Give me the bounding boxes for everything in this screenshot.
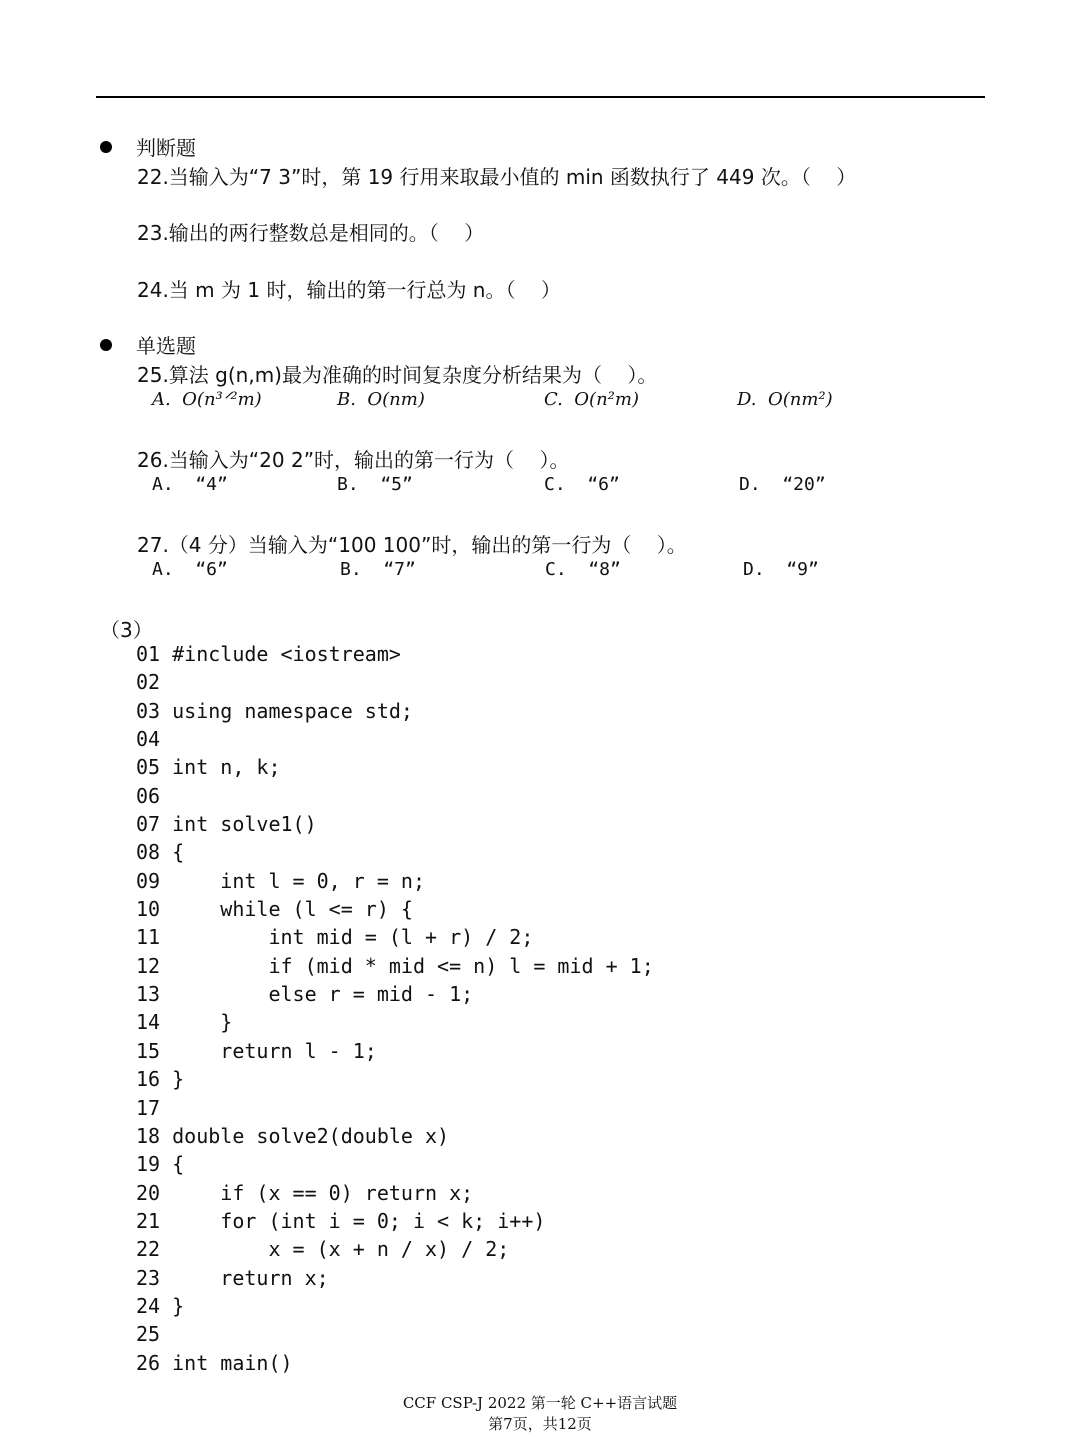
section-choice-heading	[100, 330, 196, 359]
option-a: A. “6”	[152, 559, 228, 580]
question-24: 24.当 m 为 1 时，输出的第一行总为 n。（ ）	[137, 278, 561, 302]
code-line: 14 }	[136, 1010, 233, 1035]
question-27-options	[152, 559, 912, 585]
code-line: 01 #include <iostream>	[136, 642, 401, 666]
code-line: 26 int main()	[136, 1350, 293, 1375]
question-23: 23.输出的两行整数总是相同的。（ ）	[137, 221, 485, 245]
code-line: 13 else r = mid - 1;	[136, 982, 474, 1007]
option-b: B. O(nm)	[337, 389, 425, 410]
option-d: D. “20”	[739, 474, 826, 495]
code-line: 05 int n, k;	[136, 755, 281, 780]
question-27-stem: 27.（4 分）当输入为“100 100”时，输出的第一行为（ ）。	[137, 533, 687, 557]
option-b: B. “7”	[340, 559, 416, 580]
code-line: 22 x = (x + n / x) / 2;	[136, 1237, 510, 1262]
option-c: C. O(n²m)	[544, 389, 639, 410]
footer-title: CCF CSP-J 2022 第一轮 C++语言试题	[402, 1394, 678, 1412]
option-a: A. O(n³ᐟ²m)	[152, 389, 262, 410]
option-c: C. “8”	[545, 559, 621, 580]
option-d: D. “9”	[743, 559, 819, 580]
code-line: 21 for (int i = 0; i < k; i++)	[136, 1208, 546, 1233]
question-26-stem: 26.当输入为“20 2”时，输出的第一行为（ ）。	[137, 448, 570, 472]
option-d: D. O(nm²)	[737, 389, 833, 410]
code-line: 10 while (l <= r) {	[136, 897, 413, 922]
question-25-stem: 25.算法 g(n,m)最为准确的时间复杂度分析结果为（ ）。	[137, 363, 658, 387]
section-judge-heading	[100, 132, 196, 161]
code-line: 23 return x;	[136, 1265, 329, 1290]
header-rule	[96, 96, 985, 98]
option-b: B. “5”	[337, 474, 413, 495]
code-line: 02	[136, 670, 161, 695]
question-26-options	[152, 474, 912, 500]
bullet-icon	[100, 141, 112, 153]
code-line: 06	[136, 783, 161, 808]
question-25-options	[152, 389, 912, 415]
code-line: 17	[136, 1095, 161, 1120]
code-line: 11 int mid = (l + r) / 2;	[136, 925, 534, 950]
code-line: 18 double solve2(double x)	[136, 1123, 450, 1148]
code-line: 16 }	[136, 1067, 185, 1092]
section-choice-title: 单选题	[136, 334, 196, 358]
code-line: 07 int solve1()	[136, 812, 317, 837]
option-c: C. “6”	[544, 474, 620, 495]
code-line: 19 {	[136, 1152, 185, 1177]
code-line: 12 if (mid * mid <= n) l = mid + 1;	[136, 953, 654, 978]
code-line: 20 if (x == 0) return x;	[136, 1180, 474, 1205]
code-line: 04	[136, 727, 161, 752]
subsection-label: （3）	[100, 618, 153, 642]
footer-page-number: 第7页，共12页	[488, 1415, 592, 1433]
code-line: 15 return l - 1;	[136, 1038, 377, 1063]
question-22: 22.当输入为“7 3”时，第 19 行用来取最小值的 min 函数执行了 449 次。（ ）	[137, 165, 857, 189]
code-line: 24 }	[136, 1293, 185, 1318]
code-line: 03 using namespace std;	[136, 698, 413, 723]
code-line: 08 {	[136, 840, 185, 865]
code-listing	[136, 640, 654, 1377]
option-a: A. “4”	[152, 474, 228, 495]
code-line: 25	[136, 1322, 161, 1347]
code-line: 09 int l = 0, r = n;	[136, 868, 425, 893]
section-judge-title: 判断题	[136, 136, 196, 160]
bullet-icon	[100, 339, 112, 351]
